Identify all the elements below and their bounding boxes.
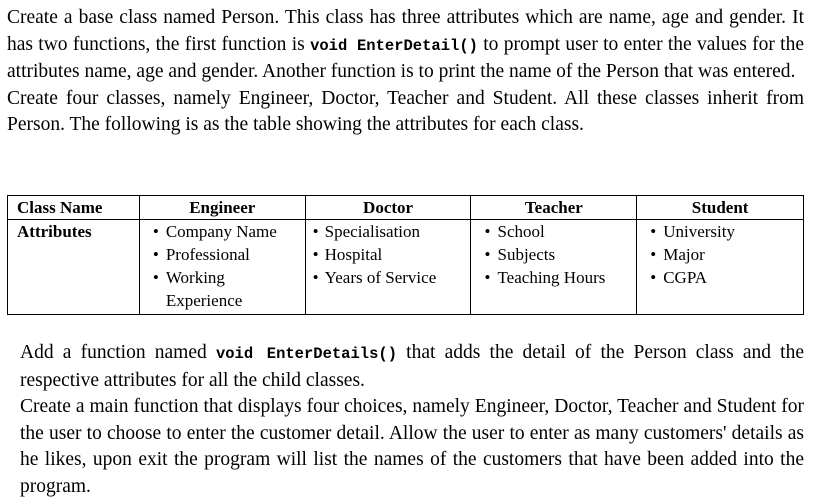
header-student: Student	[637, 196, 804, 220]
list-item: • School	[475, 220, 632, 243]
list-item: • Specialisation	[310, 220, 467, 243]
enter-detail-code: void EnterDetail()	[310, 36, 478, 55]
list-item: • Working Experience	[144, 266, 301, 312]
attributes-table	[7, 195, 804, 315]
outro-text-1: Add a function named	[20, 342, 216, 363]
intro-text-2: to prompt user to enter the values for the attributes name, age and gender. Another function is to print the name of the Person that was entered.	[7, 33, 804, 82]
student-attributes	[637, 220, 804, 315]
engineer-attributes	[139, 220, 305, 315]
outro-sentence-2: Create a main function that displays four choices, namely Engineer, Doctor, Teacher and Student for the user to choose to enter the customer detail. Allow the user to enter as many customers' details as he likes, upon exit the program will list the names of the customers that have been added into the program.	[20, 396, 804, 497]
list-item: • Subjects	[475, 243, 632, 266]
intro-sentence-2: Create four classes, namely Engineer, Doctor, Teacher and Student. All these classes inherit from Person. The following is as the table showing the attributes for each class.	[7, 87, 804, 135]
header-engineer: Engineer	[139, 196, 305, 220]
list-item: • Company Name	[144, 220, 301, 243]
header-teacher: Teacher	[471, 196, 637, 220]
intro-paragraph	[7, 5, 804, 139]
row-label-attributes: Attributes	[8, 220, 140, 315]
list-item: • CGPA	[641, 266, 799, 289]
list-item: • University	[641, 220, 799, 243]
header-class-name: Class Name	[8, 196, 140, 220]
list-item: • Years of Service	[310, 266, 467, 289]
intro-text-1: Create a base class named Person. This class has three attributes which are name, age and gender. It has two functions, the first function is	[7, 7, 804, 55]
list-item: • Professional	[144, 243, 301, 266]
enter-details-code: void EnterDetails()	[215, 345, 397, 363]
list-item: • Major	[641, 243, 799, 266]
doctor-attributes	[305, 220, 471, 315]
list-item: • Hospital	[310, 243, 467, 266]
header-doctor: Doctor	[305, 196, 471, 220]
table-header-row	[8, 196, 804, 220]
list-item: • Teaching Hours	[475, 266, 632, 289]
teacher-attributes	[471, 220, 637, 315]
outro-paragraph	[20, 340, 804, 500]
table-row	[8, 220, 804, 315]
outro-text-2: that adds the detail of the Person class and the respective attributes for all the child classes.	[20, 342, 805, 391]
